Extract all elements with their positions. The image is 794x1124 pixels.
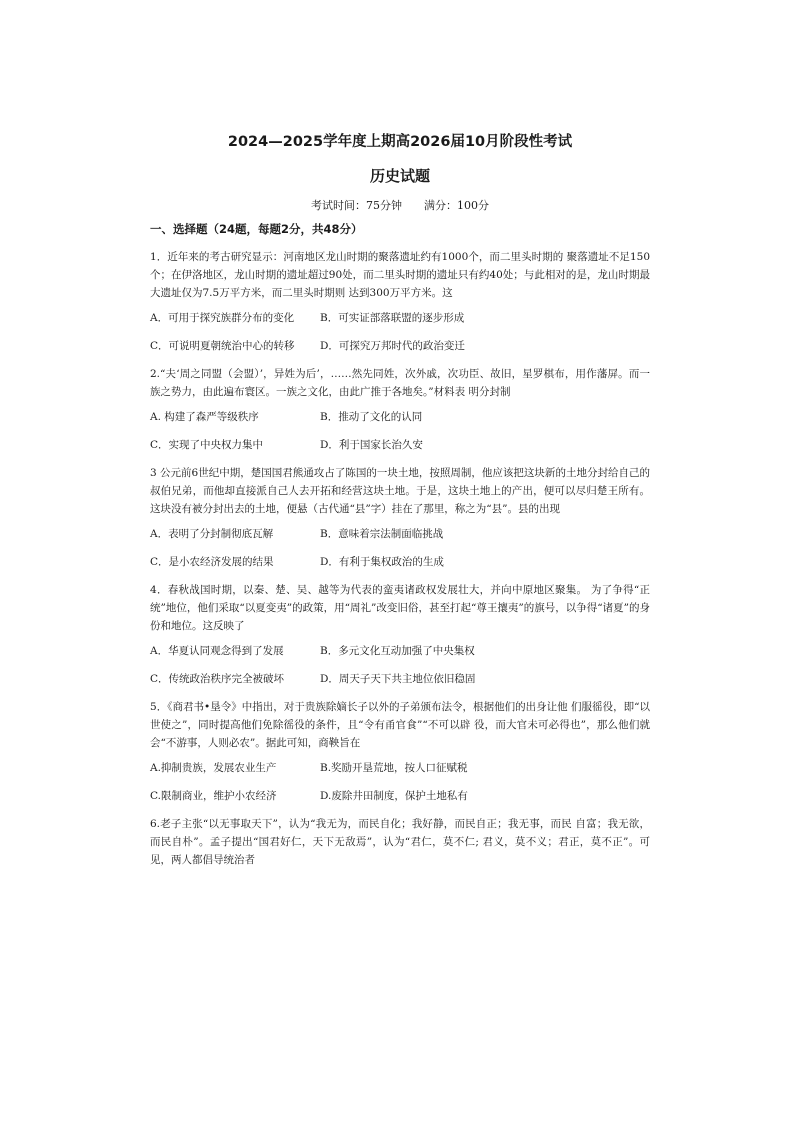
option-c: C．是小农经济发展的结果 (150, 556, 274, 568)
exam-subject: 历史试题 (369, 167, 430, 185)
option-c: C．实现了中央权力集中 (150, 439, 264, 451)
option-a: A．表明了分封制彻底瓦解 (150, 528, 274, 540)
option-b: B．意味着宗法制面临挑战 (320, 528, 444, 540)
option-d: D.废除井田制度，保护土地私有 (320, 790, 468, 802)
question-2 (150, 365, 650, 454)
option-a: A. 构建了森严等级秩序 (150, 411, 259, 423)
section-heading: 一、选择题（24题，每题2分，共48分） (150, 222, 363, 236)
option-b: B.奖励开垦荒地，按人口征赋税 (320, 762, 468, 774)
option-d: D．周天子天下共主地位依旧稳固 (320, 673, 476, 685)
option-c: C．可说明夏朝统治中心的转移 (150, 340, 295, 352)
question-1 (150, 248, 650, 355)
question-stem: 6.老子主张“以无事取天下”，认为“我无为，而民自化；我好静，而民自正；我无事，而民 自富；我无欲，而民自朴”。孟子提出“国君好仁，天下无敌焉”，认为“君仁，莫不仁; 君义，莫不义；君正，莫不正”。可见，两人都倡导统治者 (150, 818, 650, 866)
option-d: D．可探究万邦时代的政治变迁 (320, 340, 465, 352)
exam-time: 考试时间：75分钟 (311, 199, 402, 212)
question-stem: 4．春秋战国时期，以秦、楚、吴、越等为代表的蛮夷诸政权发展壮大，并向中原地区聚集。 为了争得“正统”地位，他们采取“以夏变夷”的政策，用“周礼”改变旧俗，甚至打起“尊王攘夷”的旗号，以争得“诸夏”的身份和地位。这反映了 (150, 584, 650, 632)
question-options (150, 525, 650, 571)
option-b: B．推动了文化的认同 (320, 411, 423, 423)
option-b: B．多元文化互动加强了中央集权 (320, 645, 475, 657)
question-options (150, 408, 650, 454)
question-stem: 1．近年来的考古研究显示：河南地区龙山时期的聚落遗址约有1000个，而二里头时期的 聚落遗址不足150个；在伊洛地区，龙山时期的遗址超过90处，而二里头时期的遗址只有约40处；与此相对的是，龙山时期最大遗址仅为7.5万平方米，而二里头时期则 达到300万平方米。这 (150, 251, 650, 299)
option-b: B．可实证部落联盟的逐步形成 (320, 312, 465, 324)
question-4 (150, 581, 650, 688)
exam-info (150, 198, 650, 214)
exam-page (150, 132, 650, 869)
question-options (150, 759, 650, 805)
option-a: A．华夏认同观念得到了发展 (150, 645, 284, 657)
exam-score: 满分：100分 (424, 199, 489, 212)
exam-title: 2024—2025学年度上期高2026届10月阶段性考试 (227, 134, 573, 150)
option-d: D．有利于集权政治的生成 (320, 556, 444, 568)
question-stem: 2.“夫‘周之同盟（会盟）’，异姓为后’，……然先同姓，次外戚，次功臣、故旧，星罗棋布，用作藩屏。而一族之势力，由此遍布寰区。一族之文化，由此广推于各地矣。”材料表 明分封制 (150, 368, 650, 398)
question-5 (150, 698, 650, 805)
question-stem: 5．《商君书•垦令》中指出，对于贵族除嫡长子以外的子弟颁布法令，根据他们的出身让他 们服徭役，即“以世使之”，同时提高他们免除徭役的条件，且“令有甬官食”“不可以辟 役，而大官未可必得也”，那么他们就会“不游事，人则必农”。据此可知，商鞅旨在 (150, 701, 650, 749)
question-options (150, 642, 650, 688)
option-c: C．传统政治秩序完全被破坏 (150, 673, 285, 685)
option-d: D．利于国家长治久安 (320, 439, 423, 451)
question-6 (150, 815, 650, 869)
option-a: A.抑制贵族，发展农业生产 (150, 762, 277, 774)
question-options (150, 309, 650, 355)
question-3 (150, 464, 650, 571)
option-c: C.限制商业，维护小农经济 (150, 790, 277, 802)
option-a: A．可用于探究族群分布的变化 (150, 312, 295, 324)
question-stem: 3 公元前6世纪中期，楚国国君熊通攻占了陈国的一块土地，按照周制，他应该把这块新的土地分封给自己的叔伯兄弟，而他却直接派自己人去开拓和经营这块土地。于是，这块土地上的产出，便可以尽归楚王所有。这块没有被分封出去的土地，便悬（古代通“县”字）挂在了那里，称之为“县”。县的出现 (150, 467, 650, 515)
